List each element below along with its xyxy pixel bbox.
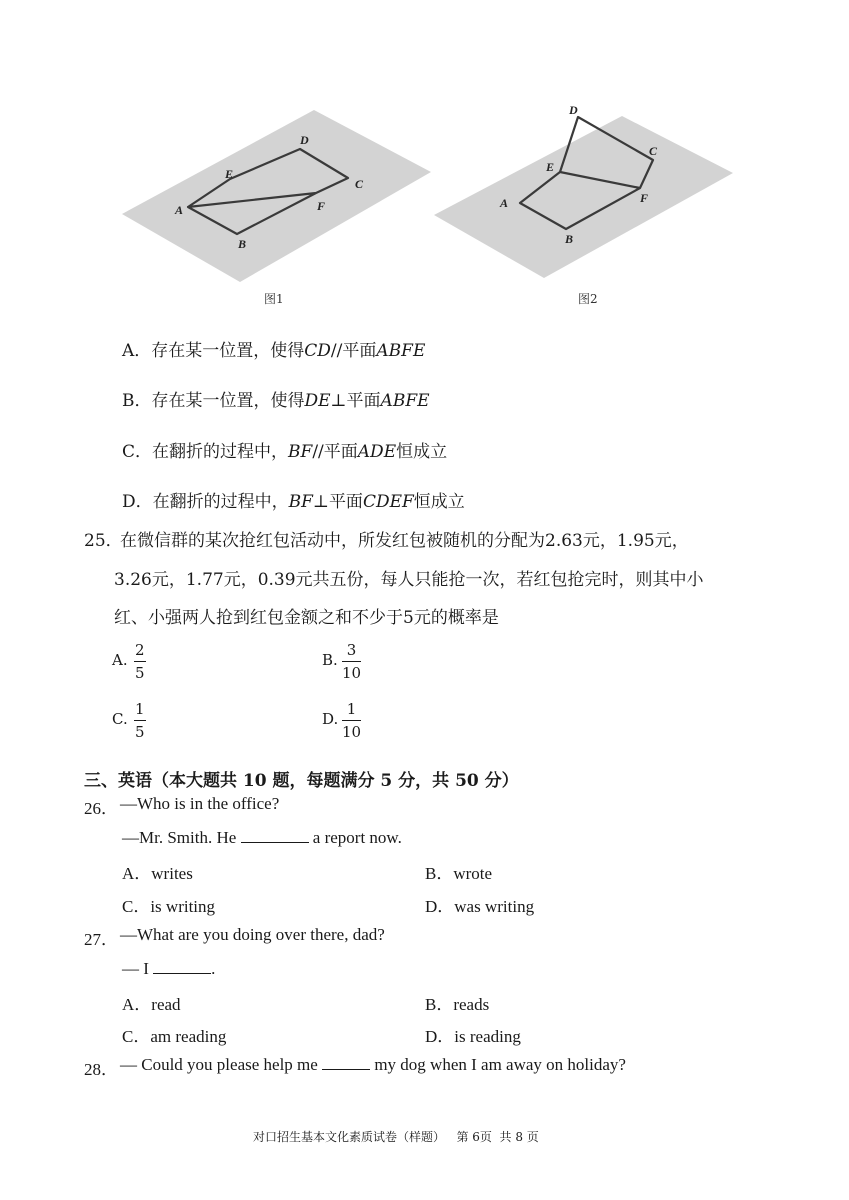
fig2-caption: 图2 <box>578 292 598 306</box>
q27-option-d: D．is reading <box>425 1027 521 1046</box>
q25-line-1: 在微信群的某次抢红包活动中，所发红包被随机的分配为2.63元，1.95元， <box>120 531 689 551</box>
q25-line-2: 3.26元，1.77元，0.39元共五份，每人只能抢一次，若红包抢完时，则其中小 <box>114 570 704 590</box>
numerator: 2 <box>134 643 146 662</box>
option-text: 平面 <box>328 492 363 512</box>
q27-line-1: —What are you doing over there, dad? <box>120 925 385 944</box>
q27-option-c: C．am reading <box>122 1027 227 1046</box>
fig2-plane <box>434 116 733 278</box>
option-text: 恒成立 <box>413 492 465 512</box>
fig1-label-E: E <box>225 167 234 181</box>
relation-symbol: // <box>330 341 343 361</box>
denominator: 5 <box>135 723 145 741</box>
fig2-label-F: F <box>640 191 649 205</box>
math-symbol: CD <box>304 341 331 361</box>
q28-number: 28． <box>84 1060 118 1079</box>
numerator: 3 <box>342 643 361 662</box>
numerator: 1 <box>342 702 361 721</box>
fig1-plane <box>122 110 431 282</box>
q27-number: 27． <box>84 930 118 949</box>
q26-option-c: C．is writing <box>122 897 216 916</box>
relation-symbol: // <box>312 442 324 462</box>
option-text: 平面 <box>342 341 377 361</box>
q25-option-d-fraction <box>342 702 361 740</box>
math-symbol: ADE <box>357 442 397 462</box>
math-symbol: ABFE <box>380 391 430 411</box>
option-text: 在翻折的过程中， <box>152 442 289 462</box>
option-letter: D． <box>122 492 153 512</box>
q27-line-2-post: . <box>211 959 216 978</box>
q27-line-2 <box>122 959 215 979</box>
math-symbol: DE <box>304 391 331 411</box>
answer-blank <box>153 959 211 974</box>
fig1-label-B: B <box>238 237 247 251</box>
q26-option-b: B．wrote <box>425 864 493 883</box>
q28-post: my dog when I am away on holiday? <box>374 1055 626 1074</box>
fig2-label-B: B <box>565 232 574 246</box>
option-text: 在翻折的过程中， <box>152 492 289 512</box>
q27-option-a: A．read <box>122 995 181 1014</box>
q26-option-d: D．was writing <box>425 897 535 916</box>
q25-option-a-fraction <box>134 643 146 681</box>
fig1-label-A: A <box>175 203 184 217</box>
q26-option-a: A．writes <box>122 864 193 883</box>
relation-symbol: ⊥ <box>312 492 329 512</box>
option-text: 平面 <box>346 391 381 411</box>
q25-option-d-letter: D. <box>322 710 339 728</box>
fig2-label-C: C <box>649 144 658 158</box>
option-letter: C． <box>122 442 153 462</box>
denominator: 5 <box>135 664 145 682</box>
fig2-label-D: D <box>569 103 578 117</box>
fig1-label-D: D <box>300 133 309 147</box>
section-heading: 三、英语（本大题共 10 题，每题满分 5 分，共 50 分） <box>84 771 519 791</box>
option-letter: B． <box>122 391 152 411</box>
option-letter: A． <box>122 341 152 361</box>
math-symbol: ABFE <box>376 341 426 361</box>
q26-number: 26． <box>84 799 118 818</box>
answer-blank <box>322 1055 370 1070</box>
q28-pre: — Could you please help me <box>120 1055 318 1074</box>
q25-option-a-letter: A. <box>112 651 128 669</box>
q25-option-b-letter: B. <box>322 651 338 669</box>
q26-line-2 <box>122 828 402 848</box>
q24-option-d <box>122 487 465 512</box>
q27-option-b: B．reads <box>425 995 490 1014</box>
q25-option-b-fraction <box>342 643 361 681</box>
q26-line-2-pre: —Mr. Smith. He <box>122 828 237 847</box>
q25-option-c-letter: C. <box>112 710 128 728</box>
math-symbol: BF <box>288 442 313 462</box>
option-text: 平面 <box>323 442 358 462</box>
q25-line-3: 红、小强两人抢到红包金额之和不少于5元的概率是 <box>114 608 499 628</box>
q24-option-c <box>122 437 447 462</box>
option-text: 恒成立 <box>396 442 448 462</box>
fig1-label-C: C <box>355 177 364 191</box>
figure-2 <box>434 103 733 306</box>
q24-option-b <box>122 386 430 411</box>
q26-line-1: —Who is in the office? <box>120 794 280 813</box>
fig1-caption: 图1 <box>264 292 284 306</box>
answer-blank <box>241 828 309 843</box>
fig1-label-F: F <box>317 199 326 213</box>
numerator: 1 <box>134 702 146 721</box>
relation-symbol: ⊥ <box>330 391 347 411</box>
math-symbol: CDEF <box>362 492 414 512</box>
denominator: 10 <box>342 664 362 682</box>
denominator: 10 <box>342 723 362 741</box>
math-symbol: BF <box>288 492 313 512</box>
q25-number: 25． <box>84 531 123 551</box>
q25-option-c-fraction <box>134 702 146 740</box>
figures-svg <box>0 0 849 320</box>
fig2-label-A: A <box>500 196 509 210</box>
figure-1 <box>122 110 431 306</box>
q24-option-a <box>122 336 425 361</box>
fig2-label-E: E <box>546 160 555 174</box>
page-footer: 对口招生基本文化素质试卷（样题） 第 6页 共 8 页 <box>253 1130 539 1144</box>
q28-line <box>120 1055 626 1075</box>
option-text: 存在某一位置，使得 <box>151 341 305 361</box>
q27-line-2-pre: — I <box>122 959 149 978</box>
option-text: 存在某一位置，使得 <box>151 391 305 411</box>
q26-line-2-post: a report now. <box>312 828 402 847</box>
